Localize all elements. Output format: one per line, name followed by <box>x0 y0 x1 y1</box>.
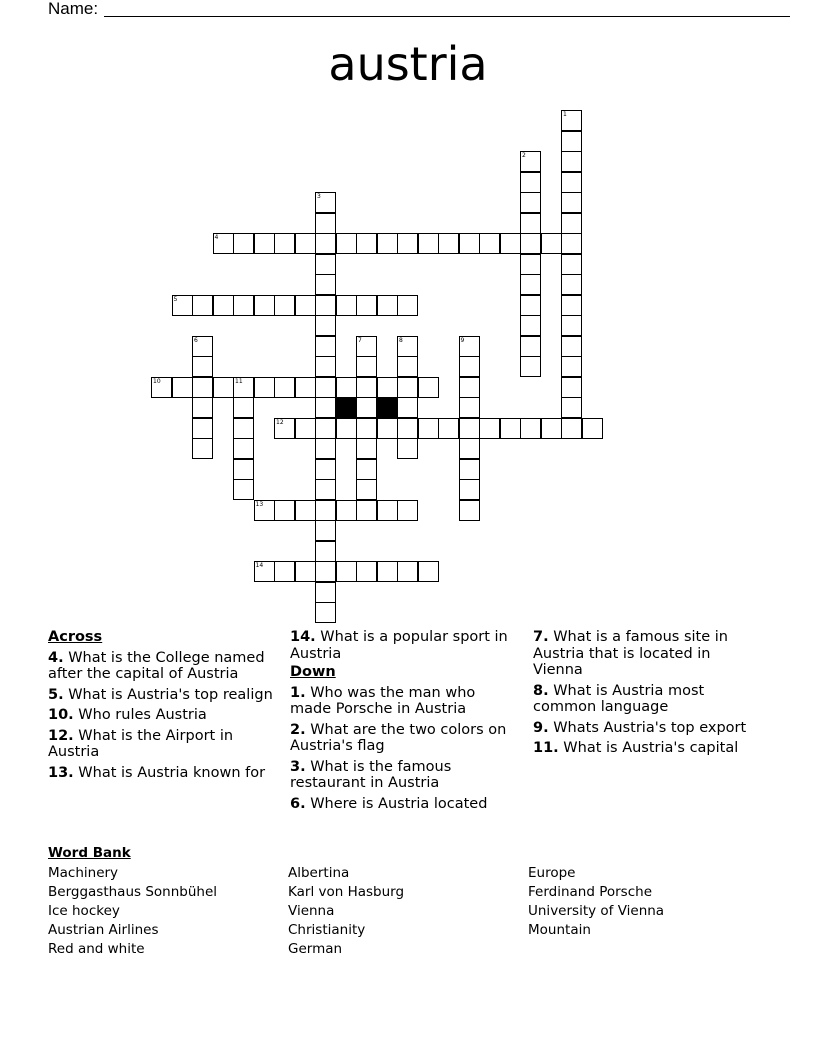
grid-cell[interactable] <box>315 438 336 459</box>
word-bank-item: University of Vienna <box>528 903 665 919</box>
grid-cell[interactable] <box>233 418 254 439</box>
grid-cell[interactable] <box>213 295 234 316</box>
clue-down-7: 7. What is a famous site in Austria that is located in Vienna <box>533 629 728 678</box>
grid-cell[interactable] <box>561 172 582 193</box>
grid-cell[interactable] <box>254 377 275 398</box>
word-bank-item: Karl von Hasburg <box>288 884 405 900</box>
grid-cell[interactable] <box>295 561 316 582</box>
down-heading: Down <box>290 664 336 680</box>
clue-number: 9 <box>460 336 465 344</box>
grid-cell[interactable] <box>520 274 541 295</box>
grid-cell[interactable] <box>315 397 336 418</box>
clue-across-13: 13. What is Austria known for <box>48 764 266 781</box>
grid-cell[interactable] <box>438 233 459 254</box>
word-bank-item: Ice hockey <box>48 903 120 919</box>
clue-number: 12 <box>276 418 284 426</box>
grid-cell[interactable] <box>397 377 418 398</box>
grid-cell[interactable] <box>315 500 336 521</box>
word-bank-item: Christianity <box>288 922 366 938</box>
grid-cell[interactable] <box>192 295 213 316</box>
grid-cell[interactable] <box>295 377 316 398</box>
clue-across-5: 5. What is Austria's top realign <box>48 686 273 703</box>
grid-cell[interactable] <box>459 479 480 500</box>
grid-cell[interactable] <box>315 295 336 316</box>
clue-across-10: 10. Who rules Austria <box>48 707 207 723</box>
grid-cell[interactable] <box>192 356 213 377</box>
grid-cell[interactable] <box>520 336 541 357</box>
grid-cell[interactable] <box>418 233 439 254</box>
clue-number: 4 <box>214 234 219 241</box>
grid-cell[interactable] <box>520 192 541 213</box>
grid-cell[interactable] <box>479 233 500 254</box>
word-bank-item: Berggasthaus Sonnbühel <box>48 884 218 900</box>
grid-cell[interactable] <box>356 438 377 459</box>
grid-cell[interactable] <box>459 336 480 357</box>
grid-cell[interactable] <box>377 561 398 582</box>
grid-cell[interactable] <box>561 356 582 377</box>
grid-cell[interactable] <box>315 192 336 213</box>
grid-cell[interactable] <box>254 295 275 316</box>
clue-number: 6 <box>194 336 198 344</box>
grid-cell[interactable] <box>356 479 377 500</box>
grid-cell[interactable] <box>561 131 582 152</box>
grid-cell[interactable] <box>356 233 377 254</box>
grid-cell[interactable] <box>315 479 336 500</box>
clue-down-6: 6. Where is Austria located <box>290 795 488 812</box>
clue-down-3: 3. What is the famous restaurant in Austria <box>290 758 452 791</box>
grid-cell[interactable] <box>459 377 480 398</box>
grid-cell[interactable] <box>254 561 275 582</box>
grid-cell[interactable] <box>356 561 377 582</box>
grid-cell[interactable] <box>397 561 418 582</box>
grid-cell[interactable] <box>459 438 480 459</box>
grid-cell[interactable] <box>315 315 336 336</box>
word-bank-column-2 <box>288 864 404 959</box>
grid-cell[interactable] <box>356 397 377 418</box>
grid-cell[interactable] <box>397 336 418 357</box>
clue-across-12: 12. What is the Airport in Austria <box>48 727 234 760</box>
grid-cell[interactable] <box>315 541 336 562</box>
grid-cell[interactable] <box>356 418 377 439</box>
grid-cell[interactable] <box>172 377 193 398</box>
grid-cell[interactable] <box>356 377 377 398</box>
grid-cell[interactable] <box>274 377 295 398</box>
grid-cell[interactable] <box>459 233 480 254</box>
grid-cell[interactable] <box>233 438 254 459</box>
word-bank-item: Albertina <box>288 865 350 881</box>
grid-cell[interactable] <box>541 233 562 254</box>
clue-across-4: 4. What is the College named after the capital of Austria <box>48 649 265 682</box>
clue-number: 11 <box>235 377 243 385</box>
grid-cell[interactable] <box>520 418 541 439</box>
grid-cell[interactable] <box>315 274 336 295</box>
grid-cell[interactable] <box>520 151 541 172</box>
clue-number: 13 <box>255 500 264 508</box>
clue-column-3 <box>533 629 763 761</box>
grid-cell[interactable] <box>520 172 541 193</box>
grid-cell[interactable] <box>336 561 357 582</box>
grid-cell[interactable] <box>459 397 480 418</box>
grid-cell[interactable] <box>254 233 275 254</box>
clue-number: 5 <box>173 295 178 303</box>
word-bank-column-3 <box>528 864 664 940</box>
grid-cell[interactable] <box>520 254 541 275</box>
clue-number: 3 <box>317 193 321 200</box>
grid-cell[interactable] <box>233 233 254 254</box>
grid-cell[interactable] <box>397 397 418 418</box>
grid-cell[interactable] <box>377 233 398 254</box>
word-bank-item: Machinery <box>48 865 119 881</box>
word-bank-title: Word Bank <box>48 845 131 861</box>
grid-cell[interactable] <box>418 561 439 582</box>
grid-cell[interactable] <box>582 418 603 439</box>
clue-number: 2 <box>522 152 526 159</box>
grid-cell[interactable] <box>397 295 418 316</box>
grid-cell[interactable] <box>192 377 213 398</box>
grid-cell[interactable] <box>397 356 418 377</box>
grid-cell[interactable] <box>336 295 357 316</box>
grid-cell[interactable] <box>438 418 459 439</box>
grid-cell[interactable] <box>213 377 234 398</box>
grid-cell[interactable] <box>315 254 336 275</box>
grid-cell[interactable] <box>315 233 336 254</box>
grid-cell[interactable] <box>561 254 582 275</box>
grid-cell[interactable] <box>254 500 275 521</box>
grid-cell[interactable] <box>520 356 541 377</box>
grid-cell[interactable] <box>561 418 582 439</box>
grid-cell[interactable] <box>561 213 582 234</box>
grid-cell[interactable] <box>315 602 336 623</box>
grid-cell[interactable] <box>459 356 480 377</box>
grid-cell[interactable] <box>377 377 398 398</box>
grid-cell[interactable] <box>356 336 377 357</box>
grid-cell[interactable] <box>295 418 316 439</box>
clue-number: 10 <box>153 377 161 385</box>
word-bank-item: Vienna <box>288 903 335 919</box>
grid-cell[interactable] <box>274 418 295 439</box>
clue-across-14: 14. What is a popular sport in Austria <box>290 629 508 662</box>
grid-cell[interactable] <box>520 233 541 254</box>
clue-column-2 <box>290 629 520 816</box>
word-bank-item: Ferdinand Porsche <box>528 884 652 900</box>
grid-cell[interactable] <box>233 479 254 500</box>
grid-cell[interactable] <box>356 500 377 521</box>
grid-cell[interactable] <box>356 356 377 377</box>
grid-cell[interactable] <box>520 213 541 234</box>
grid-cell[interactable] <box>541 418 562 439</box>
grid-cell[interactable] <box>336 500 357 521</box>
clue-number: 8 <box>399 336 403 344</box>
grid-cell[interactable] <box>500 233 521 254</box>
grid-cell[interactable] <box>459 500 480 521</box>
name-label: Name: <box>48 0 99 18</box>
grid-cell[interactable] <box>233 397 254 418</box>
grid-cell[interactable] <box>459 459 480 480</box>
grid-cell[interactable] <box>295 233 316 254</box>
word-bank-item: Red and white <box>48 941 145 957</box>
clue-down-9: 9. Whats Austria's top export <box>533 719 747 736</box>
black-cell <box>336 397 357 418</box>
grid-cell[interactable] <box>233 295 254 316</box>
grid-cell[interactable] <box>561 336 582 357</box>
grid-cell[interactable] <box>315 356 336 377</box>
grid-cell[interactable] <box>561 233 582 254</box>
grid-cell[interactable] <box>315 459 336 480</box>
grid-cell[interactable] <box>336 418 357 439</box>
grid-cell[interactable] <box>397 233 418 254</box>
grid-cell[interactable] <box>561 151 582 172</box>
grid-cell[interactable] <box>561 397 582 418</box>
grid-cell[interactable] <box>418 377 439 398</box>
word-bank-item: German <box>288 941 343 957</box>
across-heading: Across <box>48 629 103 645</box>
clue-down-11: 11. What is Austria's capital <box>533 740 739 756</box>
clue-number: 7 <box>358 336 362 344</box>
grid-cell[interactable] <box>561 192 582 213</box>
grid-cell[interactable] <box>151 377 172 398</box>
clue-number: 1 <box>563 111 567 118</box>
grid-cell[interactable] <box>295 295 316 316</box>
clue-down-8: 8. What is Austria most common language <box>533 682 705 715</box>
word-bank-item: Europe <box>528 865 576 881</box>
grid-cell[interactable] <box>377 500 398 521</box>
grid-cell[interactable] <box>192 418 213 439</box>
word-bank-item: Mountain <box>528 922 591 938</box>
grid-cell[interactable] <box>459 418 480 439</box>
grid-cell[interactable] <box>172 295 193 316</box>
grid-cell[interactable] <box>233 459 254 480</box>
grid-cell[interactable] <box>274 233 295 254</box>
grid-cell[interactable] <box>315 582 336 603</box>
grid-cell[interactable] <box>315 561 336 582</box>
black-cell <box>377 397 398 418</box>
grid-cell[interactable] <box>500 418 521 439</box>
clue-number: 14 <box>255 562 264 569</box>
grid-cell[interactable] <box>561 315 582 336</box>
grid-cell[interactable] <box>356 295 377 316</box>
grid-cell[interactable] <box>315 336 336 357</box>
grid-cell[interactable] <box>520 295 541 316</box>
grid-cell[interactable] <box>315 418 336 439</box>
grid-cell[interactable] <box>295 500 316 521</box>
grid-cell[interactable] <box>192 438 213 459</box>
grid-cell[interactable] <box>418 418 439 439</box>
grid-cell[interactable] <box>397 418 418 439</box>
clue-down-2: 2. What are the two colors on Austria's flag <box>290 721 507 754</box>
grid-cell[interactable] <box>274 295 295 316</box>
grid-cell[interactable] <box>274 500 295 521</box>
grid-cell[interactable] <box>561 274 582 295</box>
grid-cell[interactable] <box>561 295 582 316</box>
grid-cell[interactable] <box>315 213 336 234</box>
grid-cell[interactable] <box>336 233 357 254</box>
grid-cell[interactable] <box>336 377 357 398</box>
grid-cell[interactable] <box>315 377 336 398</box>
grid-cell[interactable] <box>397 438 418 459</box>
grid-cell[interactable] <box>315 520 336 541</box>
clue-column-1 <box>48 629 278 785</box>
grid-cell[interactable] <box>397 500 418 521</box>
word-bank-item: Austrian Airlines <box>48 922 159 938</box>
grid-cell[interactable] <box>213 233 234 254</box>
grid-cell[interactable] <box>561 110 582 131</box>
grid-cell[interactable] <box>192 336 213 357</box>
grid-cell[interactable] <box>274 561 295 582</box>
page-title: austria <box>328 37 488 91</box>
grid-cell[interactable] <box>356 459 377 480</box>
grid-cell[interactable] <box>377 295 398 316</box>
grid-cell[interactable] <box>377 418 398 439</box>
grid-cell[interactable] <box>561 377 582 398</box>
grid-cell[interactable] <box>192 397 213 418</box>
word-bank-column-1 <box>48 864 217 959</box>
grid-cell[interactable] <box>479 418 500 439</box>
clue-down-1: 1. Who was the man who made Porsche in Austria <box>290 684 476 717</box>
grid-cell[interactable] <box>520 315 541 336</box>
grid-cell[interactable] <box>233 377 254 398</box>
